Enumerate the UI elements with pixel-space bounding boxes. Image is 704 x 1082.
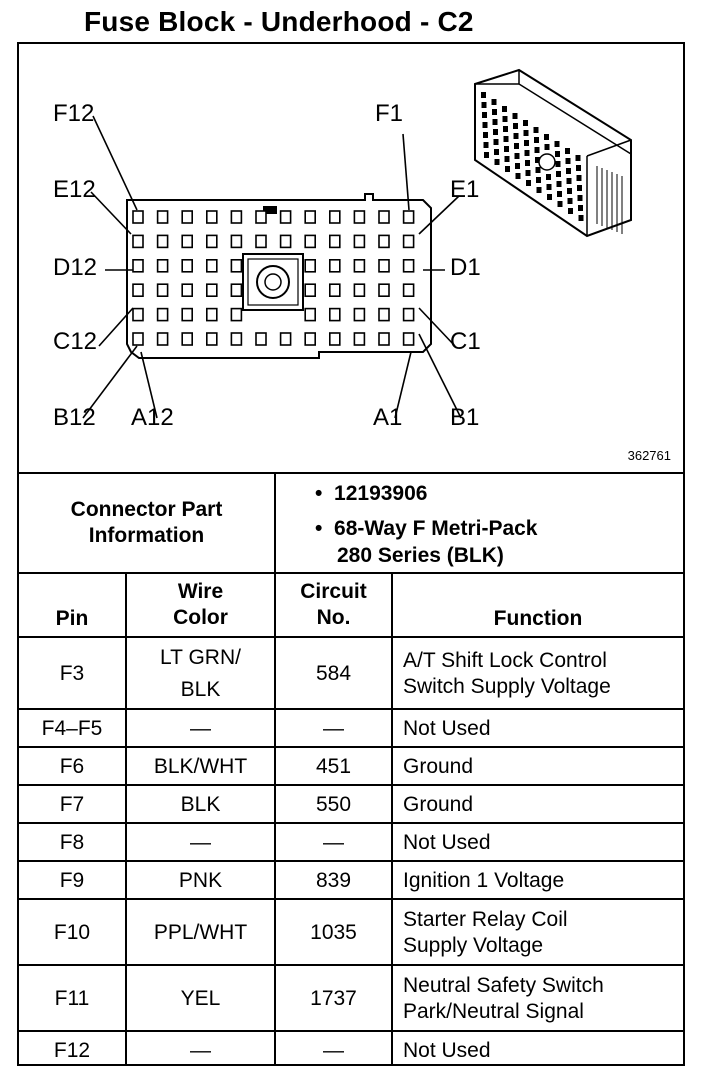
connector-pin: [182, 235, 192, 247]
cell-text: LT GRN/: [160, 646, 241, 669]
cell-circuit: [276, 824, 391, 862]
connector-info-label-line: Connector Part: [70, 498, 223, 521]
cell-wire-color: [127, 862, 274, 900]
connector-perspective-part: [514, 133, 519, 139]
connector-pin: [354, 284, 364, 296]
connector-pin: [281, 235, 291, 247]
header-function: [393, 574, 683, 636]
header-circuit: [276, 574, 391, 636]
label-b1: B1: [450, 404, 480, 431]
label-c12: C12: [53, 328, 98, 355]
cell-text: 839: [315, 869, 352, 892]
connector-perspective-part: [576, 165, 581, 171]
connector-pin: [133, 333, 143, 345]
connector-perspective-part: [515, 163, 520, 169]
connector-pin: [305, 211, 315, 223]
connector-perspective-part: [578, 195, 583, 201]
connector-pin: [231, 284, 241, 296]
cell-text: BLK/WHT: [153, 755, 248, 778]
center-bolt-housing: [243, 254, 303, 310]
cell-text: BLK: [180, 678, 221, 701]
cell-text: F7: [59, 793, 85, 816]
header-text: Circuit: [300, 580, 367, 603]
connector-pin: [207, 235, 217, 247]
connector-diagram: [19, 44, 683, 472]
figure-number: 362761: [627, 448, 671, 463]
cell-wire-color: [127, 966, 274, 1032]
connector-pin: [379, 260, 389, 272]
connector-pin: [231, 309, 241, 321]
connector-pin: [404, 211, 414, 223]
cell-function: [393, 966, 683, 1032]
label-f12: F12: [53, 100, 95, 127]
connector-perspective-part: [577, 185, 582, 191]
connector-perspective-part: [505, 166, 510, 172]
connector-perspective-part: [536, 167, 541, 173]
connector-perspective-part: [515, 153, 520, 159]
connector-pin: [207, 333, 217, 345]
connector-face-drawing: [19, 44, 683, 472]
connector-perspective-part: [494, 149, 499, 155]
cell-text: F6: [59, 755, 85, 778]
connector-perspective-part: [494, 139, 499, 145]
connector-perspective-part: [537, 187, 542, 193]
connector-perspective-part: [536, 177, 541, 183]
cell-pin: [19, 966, 125, 1032]
connector-perspective-part: [557, 191, 562, 197]
connector-perspective-part: [565, 148, 570, 154]
connector-pin: [182, 309, 192, 321]
cell-wire-color: [127, 710, 274, 748]
cell-pin: [19, 748, 125, 786]
connector-pin: [379, 309, 389, 321]
connector-pin: [305, 309, 315, 321]
cell-wire-color: [127, 786, 274, 824]
connector-pin: [281, 333, 291, 345]
bullet-item: [315, 480, 538, 507]
connector-pin: [354, 333, 364, 345]
header-text: No.: [316, 606, 351, 629]
connector-pin: [330, 333, 340, 345]
connector-perspective-part: [493, 129, 498, 135]
connector-perspective-part: [524, 140, 529, 146]
connector-pin: [158, 211, 168, 223]
connector-perspective-part: [495, 159, 500, 165]
cell-text: 1035: [310, 921, 357, 944]
cell-text: F3: [59, 662, 85, 685]
header-text: Function: [493, 607, 583, 630]
connector-pin: [207, 260, 217, 272]
connector-pin: [404, 235, 414, 247]
label-b12: B12: [53, 404, 96, 431]
cell-circuit: [276, 900, 391, 966]
cell-text: Neutral Safety Switch: [403, 974, 604, 997]
connector-perspective-part: [547, 184, 552, 190]
cell-text: Park/Neutral Signal: [403, 1000, 584, 1023]
connector-pin: [158, 284, 168, 296]
connector-perspective-part: [568, 208, 573, 214]
connector-pin: [133, 309, 143, 321]
cell-text: Not Used: [403, 831, 491, 854]
connector-pin: [404, 309, 414, 321]
header-pin: [19, 574, 125, 636]
cell-pin: [19, 1032, 125, 1070]
label-a12: A12: [131, 404, 174, 431]
connector-perspective-part: [504, 146, 509, 152]
connector-perspective-part: [556, 171, 561, 177]
connector-pin: [207, 309, 217, 321]
connector-perspective-part: [482, 102, 487, 108]
cell-text: Not Used: [403, 1039, 491, 1062]
connector-perspective-part: [558, 201, 563, 207]
connector-perspective-part: [568, 198, 573, 204]
cell-text: 451: [315, 755, 352, 778]
connector-pin: [354, 260, 364, 272]
connector-perspective-part: [484, 142, 489, 148]
page-title: Fuse Block - Underhood - C2: [84, 6, 474, 37]
connector-perspective-part: [547, 194, 552, 200]
cell-text: Starter Relay Coil: [403, 908, 568, 931]
connector-pin: [133, 235, 143, 247]
connector-pin: [231, 235, 241, 247]
connector-perspective-part: [577, 175, 582, 181]
connector-pin: [330, 260, 340, 272]
cell-function: [393, 900, 683, 966]
cell-text: Ignition 1 Voltage: [403, 869, 565, 892]
cell-text: YEL: [180, 987, 221, 1010]
connector-pin: [158, 260, 168, 272]
header-text: Wire: [177, 580, 224, 603]
connector-pin: [158, 333, 168, 345]
bullet-symbol: •: [315, 482, 323, 505]
cell-text: Ground: [403, 755, 474, 778]
connector-perspective-part: [526, 180, 531, 186]
connector-sheet: [17, 42, 685, 1066]
connector-pin: [256, 235, 266, 247]
cell-text: 584: [315, 662, 352, 685]
connector-pin: [305, 333, 315, 345]
connector-perspective-part: [493, 119, 498, 125]
connector-pin: [379, 211, 389, 223]
header-pin-text: Pin: [55, 607, 89, 630]
connector-perspective-part: [578, 205, 583, 211]
label-e12: E12: [53, 176, 96, 203]
cell-function: [393, 748, 683, 786]
connector-pin: [305, 284, 315, 296]
bullet-continuation: [315, 542, 538, 569]
cell-text: Not Used: [403, 717, 491, 740]
part-number: 12193906: [334, 482, 428, 505]
connector-pin: [379, 333, 389, 345]
connector-pin: [133, 211, 143, 223]
cell-pin: [19, 862, 125, 900]
connector-info-label-line: Information: [88, 524, 205, 547]
cell-text: F8: [59, 831, 85, 854]
connector-perspective-part: [525, 150, 530, 156]
cell-circuit: [276, 1032, 391, 1070]
cell-text: F4–F5: [41, 717, 103, 740]
connector-pin: [404, 333, 414, 345]
cell-function: [393, 824, 683, 862]
connector-perspective-part: [576, 155, 581, 161]
connector-perspective-part: [513, 123, 518, 129]
cell-text: —: [190, 831, 211, 854]
connector-pin: [158, 309, 168, 321]
connector-pin: [354, 211, 364, 223]
connector-perspective-part: [492, 99, 497, 105]
connector-perspective-part: [504, 136, 509, 142]
cell-text: F10: [53, 921, 91, 944]
connector-perspective-part: [546, 174, 551, 180]
connector-perspective-part: [502, 106, 507, 112]
cell-function: [393, 638, 683, 710]
connector-perspective-part: [526, 170, 531, 176]
cell-text: 1737: [310, 987, 357, 1010]
cell-function: [393, 862, 683, 900]
connector-series: 280 Series (BLK): [337, 544, 504, 567]
connector-pin: [305, 260, 315, 272]
cell-text: PNK: [178, 869, 223, 892]
cell-function: [393, 786, 683, 824]
connector-pin: [354, 309, 364, 321]
cell-text: —: [323, 831, 344, 854]
cell-text: A/T Shift Lock Control: [403, 649, 607, 672]
cell-wire-color: [127, 638, 274, 710]
connector-pin: [256, 211, 266, 223]
connector-perspective-part: [579, 215, 584, 221]
bullet-item: [315, 515, 538, 542]
label-e1: E1: [450, 176, 480, 203]
cell-pin: [19, 710, 125, 748]
leader-line: [91, 192, 131, 234]
connector-perspective-part: [566, 158, 571, 164]
cell-circuit: [276, 862, 391, 900]
connector-pin: [354, 235, 364, 247]
cell-circuit: [276, 638, 391, 710]
connector-perspective-part: [483, 122, 488, 128]
cell-text: F12: [53, 1039, 91, 1062]
connector-pin: [207, 211, 217, 223]
connector-type: 68-Way F Metri-Pack: [334, 517, 538, 540]
connector-perspective-part: [544, 134, 549, 140]
connector-info-bullets: [315, 480, 538, 569]
connector-pin: [330, 309, 340, 321]
leader-line: [403, 134, 409, 210]
connector-perspective-part: [513, 113, 518, 119]
connector-perspective-part: [555, 151, 560, 157]
header-text: Color: [173, 606, 228, 629]
cell-circuit: [276, 966, 391, 1032]
connector-pin: [182, 260, 192, 272]
cell-circuit: [276, 710, 391, 748]
label-f1: F1: [375, 100, 404, 127]
cell-text: 550: [315, 793, 352, 816]
connector-pin: [330, 235, 340, 247]
connector-pin: [281, 211, 291, 223]
cell-wire-color: [127, 900, 274, 966]
connector-pin: [404, 284, 414, 296]
cell-function: [393, 1032, 683, 1070]
connector-pin: [182, 211, 192, 223]
connector-perspective-part: [503, 126, 508, 132]
connector-perspective-part: [514, 143, 519, 149]
cell-text: —: [190, 717, 211, 740]
connector-perspective-part: [523, 120, 528, 126]
label-a1: A1: [373, 404, 403, 431]
connector-pin: [133, 260, 143, 272]
connector-perspective-part: [557, 181, 562, 187]
connector-perspective-part: [524, 130, 529, 136]
connector-info-label: [19, 474, 274, 572]
cell-pin: [19, 824, 125, 862]
cell-function: [393, 710, 683, 748]
cell-text: Supply Voltage: [403, 934, 544, 957]
connector-pin: [330, 284, 340, 296]
cell-text: —: [190, 1039, 211, 1062]
connector-perspective-part: [481, 92, 486, 98]
connector-pin: [379, 235, 389, 247]
cell-text: Ground: [403, 793, 474, 816]
connector-perspective-part: [567, 188, 572, 194]
connector-perspective-part: [545, 144, 550, 150]
cell-text: —: [323, 717, 344, 740]
cell-wire-color: [127, 1032, 274, 1070]
cell-text: PPL/WHT: [153, 921, 248, 944]
connector-perspective-part: [482, 112, 487, 118]
connector-perspective-part: [516, 173, 521, 179]
connector-pin: [182, 333, 192, 345]
connector-pin: [404, 260, 414, 272]
bullet-symbol: •: [315, 517, 323, 540]
cell-text: Switch Supply Voltage: [403, 675, 611, 698]
connector-perspective-part: [567, 178, 572, 184]
connector-perspective-part: [556, 161, 561, 167]
connector-perspective-part: [503, 116, 508, 122]
connector-pin: [379, 284, 389, 296]
cell-text: —: [323, 1039, 344, 1062]
cell-pin: [19, 786, 125, 824]
connector-perspective-part: [505, 156, 510, 162]
connector-pin: [158, 235, 168, 247]
connector-perspective-drawing: [475, 70, 631, 236]
connector-pin: [207, 284, 217, 296]
cell-pin: [19, 638, 125, 710]
label-d12: D12: [53, 254, 98, 281]
cell-text: BLK: [180, 793, 221, 816]
connector-perspective-part: [555, 141, 560, 147]
cell-circuit: [276, 748, 391, 786]
connector-perspective-part: [484, 152, 489, 158]
connector-perspective-part: [566, 168, 571, 174]
label-d1: D1: [450, 254, 481, 281]
leader-line: [93, 116, 137, 210]
connector-pin: [330, 211, 340, 223]
connector-perspective-part: [539, 154, 555, 170]
label-c1: C1: [450, 328, 481, 355]
connector-perspective-part: [525, 160, 530, 166]
connector-pin: [182, 284, 192, 296]
connector-perspective-part: [534, 137, 539, 143]
cell-circuit: [276, 786, 391, 824]
cell-text: F11: [54, 987, 90, 1010]
cell-wire-color: [127, 824, 274, 862]
header-wire-color: [127, 574, 274, 636]
connector-perspective-part: [483, 132, 488, 138]
cell-wire-color: [127, 748, 274, 786]
connector-pin: [256, 333, 266, 345]
connector-perspective-part: [492, 109, 497, 115]
cell-pin: [19, 900, 125, 966]
cell-text: F9: [59, 869, 85, 892]
connector-pin: [305, 235, 315, 247]
divider: [274, 472, 276, 572]
connector-perspective-part: [534, 127, 539, 133]
connector-pin: [231, 211, 241, 223]
connector-pin: [133, 284, 143, 296]
connector-pin: [231, 260, 241, 272]
connector-pin: [231, 333, 241, 345]
connector-perspective-part: [535, 147, 540, 153]
